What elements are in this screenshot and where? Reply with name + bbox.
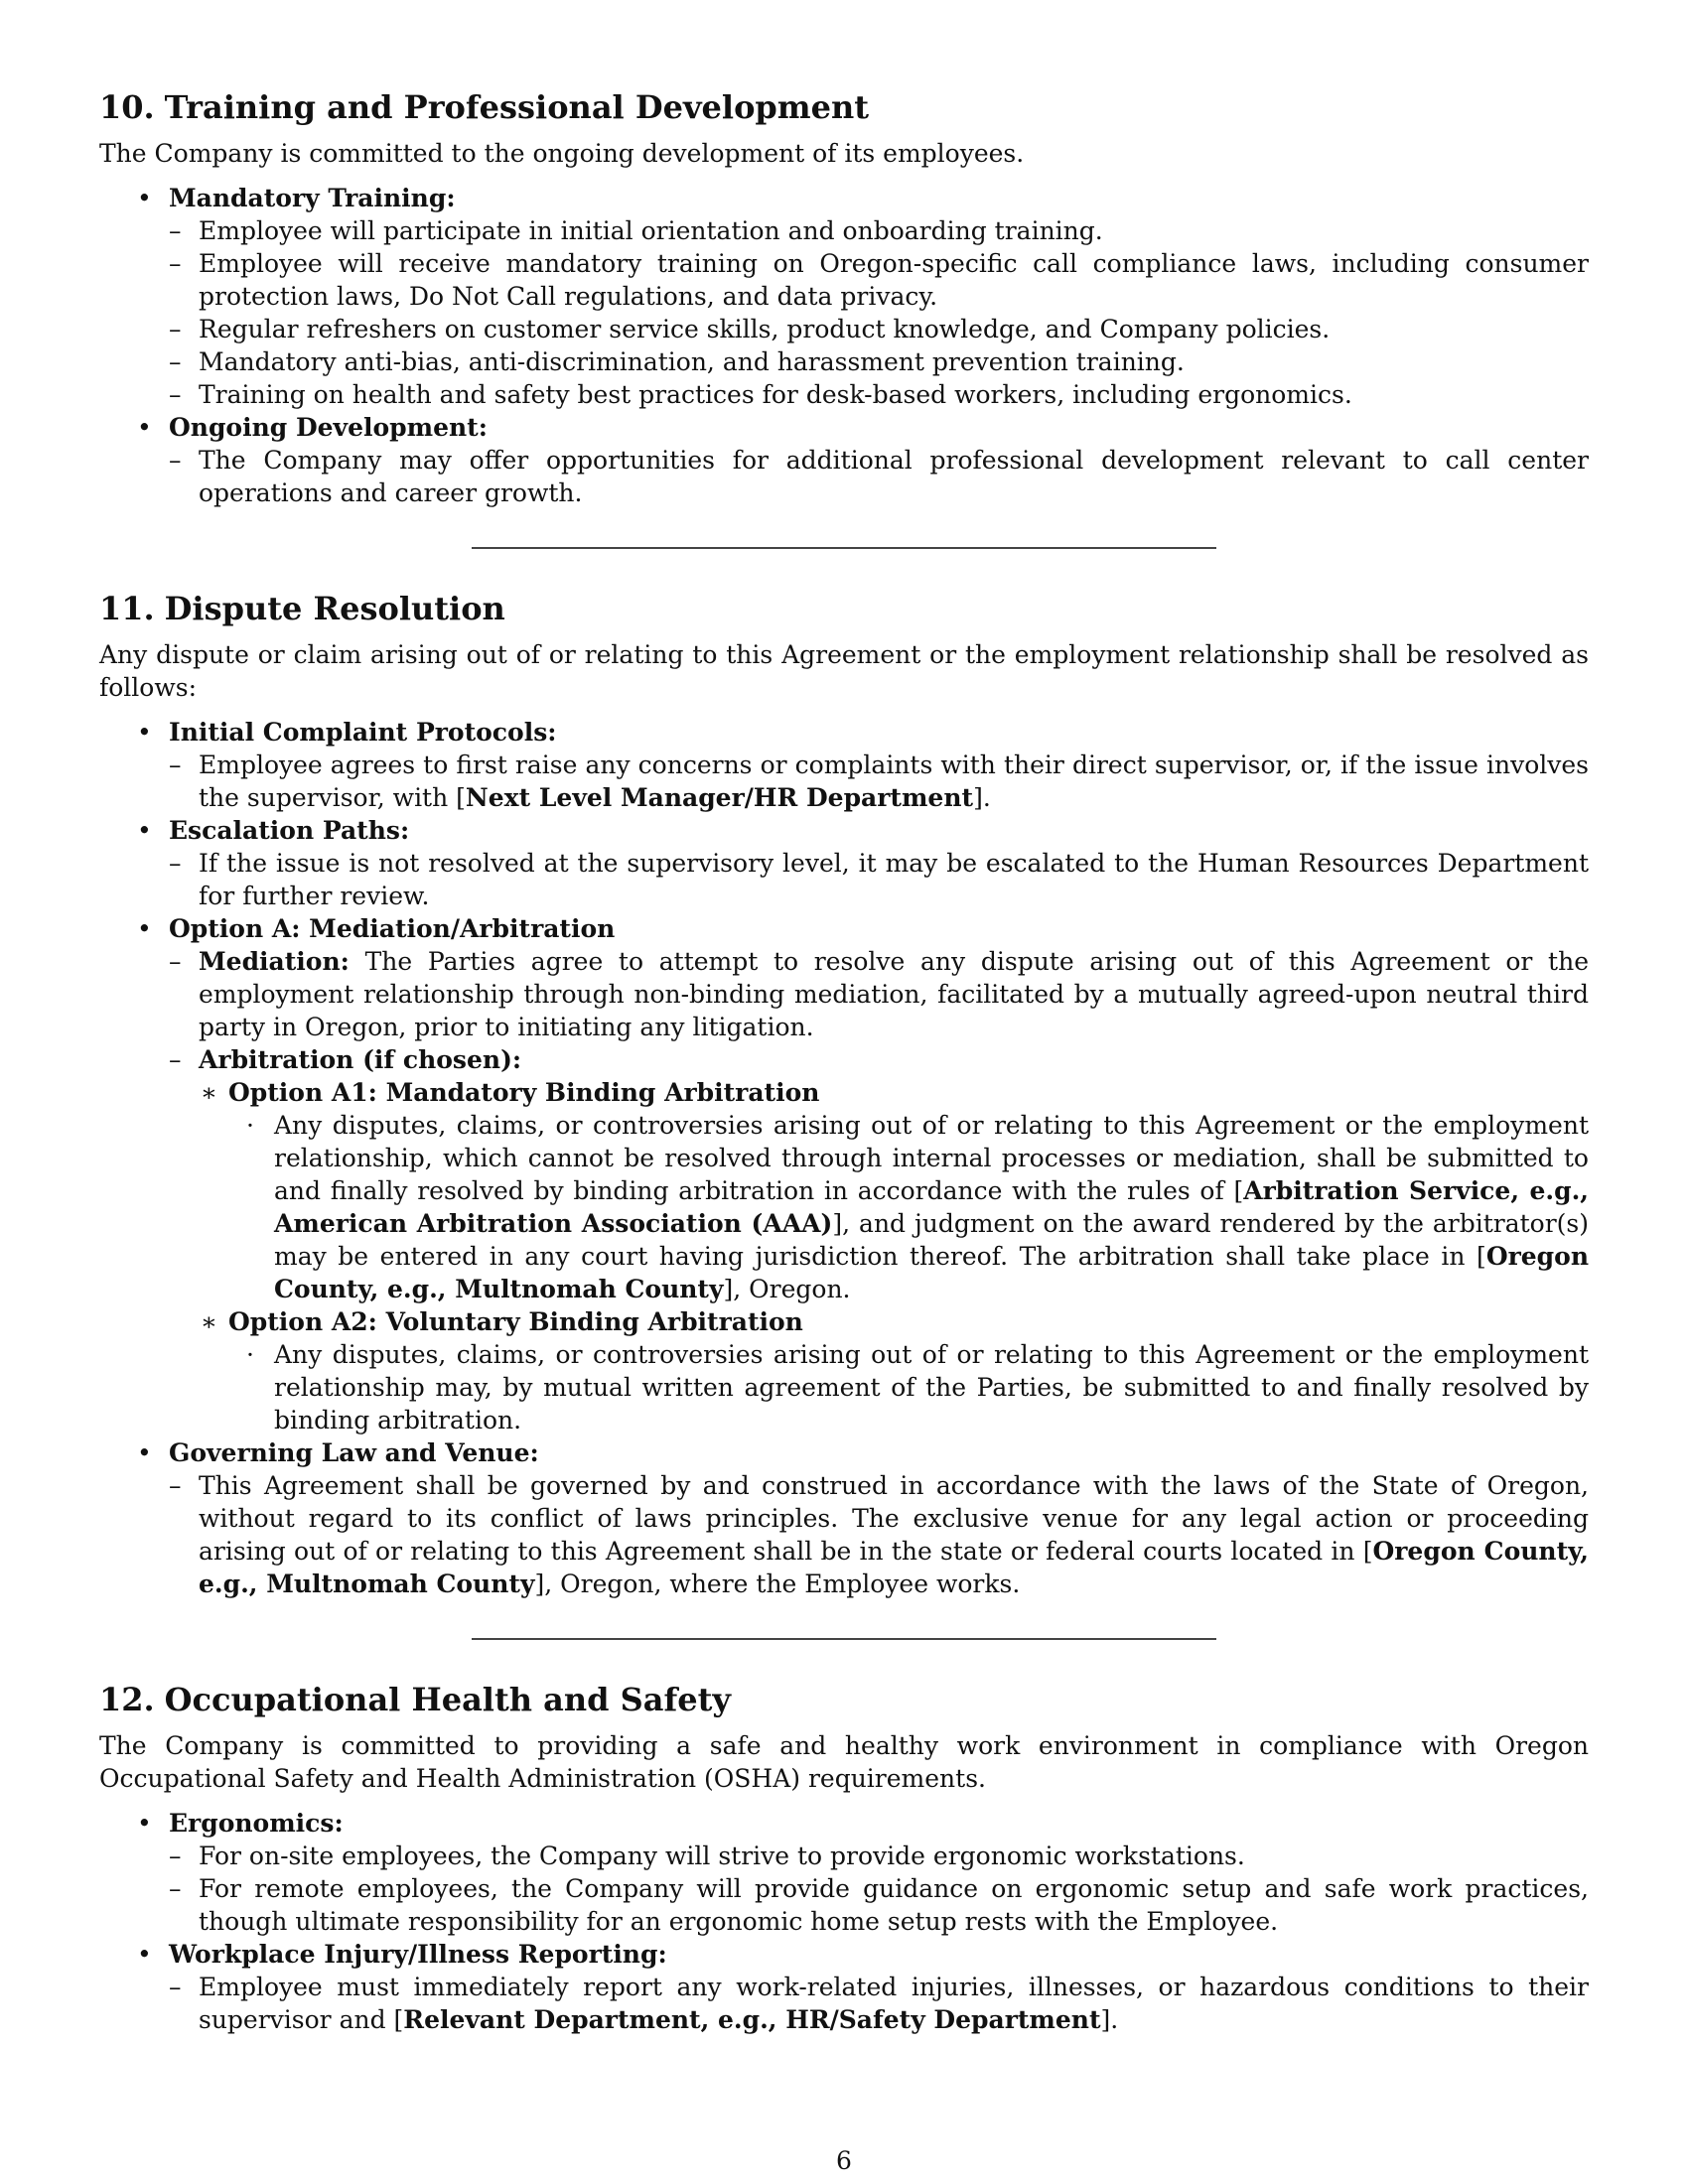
- list-item: – Training on health and safety best practices for desk-based workers, including ergonomics.: [169, 378, 1589, 411]
- sub-list: [169, 1469, 1589, 1600]
- item-label: Governing Law and Venue:: [169, 1438, 539, 1467]
- detail-list: [228, 1109, 1589, 1305]
- list-item: [99, 716, 1589, 814]
- list-item: – The Company may offer opportunities for additional professional development relevant to call center operations and career growth.: [169, 444, 1589, 509]
- section-heading: 11. Dispute Resolution: [99, 590, 505, 627]
- list-item: [99, 1807, 1589, 1938]
- sub-list: [169, 444, 1589, 509]
- sub-list: [169, 214, 1589, 411]
- bullet-list: [99, 716, 1589, 1600]
- sub-sub-list: [199, 1076, 1589, 1436]
- list-item: [99, 182, 1589, 411]
- list-item: – Arbitration (if chosen): ∗ Option A1: Mandatory Binding Arbitration · Any disputes, claims, or controversies arising out of or relating to this Agreement or the employment relationship, which cannot be resolved through internal processes or mediation, shall be submitted to and finally resolved by binding arbitration in accordance with the rules of [Arbitration Service, e.g., American Arbitration Association (AAA)], and judgment on the award rendered by the arbitrator(s) may be entered in any court having jurisdiction thereof. The arbitration shall take place in [Oregon County, e.g., Multnomah County], Oregon. ∗ Option A2: Voluntary Binding Arbitration · Any disputes, claims, or controversies arising out of or relating to this Agreement or the employment relationship may, by mutual written agreement of the Parties, be submitted to and finally resolved by binding arbitration.: [169, 1043, 1589, 1436]
- list-item: · Any disputes, claims, or controversies arising out of or relating to this Agreement or the employment relationship, which cannot be resolved through internal processes or mediation, shall be submitted to and finally resolved by binding arbitration in accordance with the rules of [Arbitration Service, e.g., American Arbitration Association (AAA)], and judgment on the award rendered by the arbitrator(s) may be entered in any court having jurisdiction thereof. The arbitration shall take place in [Oregon County, e.g., Multnomah County], Oregon.: [228, 1109, 1589, 1305]
- list-item: [99, 912, 1589, 1436]
- bullet-list: [99, 182, 1589, 509]
- list-item: · Any disputes, claims, or controversies arising out of or relating to this Agreement or the employment relationship may, by mutual written agreement of the Parties, be submitted to and finally resolved by binding arbitration.: [228, 1338, 1589, 1436]
- item-label: Escalation Paths:: [169, 816, 410, 845]
- sub-list: [169, 749, 1589, 814]
- item-label: Workplace Injury/Illness Reporting:: [169, 1940, 667, 1969]
- section-dispute-resolution: [99, 589, 1589, 1600]
- item-label: Mandatory Training:: [169, 184, 456, 212]
- list-item: – Mandatory anti-bias, anti-discrimination, and harassment prevention training.: [169, 345, 1589, 378]
- list-item: – Employee must immediately report any work-related injuries, illnesses, or hazardous conditions to their supervisor and [Relevant Department, e.g., HR/Safety Department].: [169, 1971, 1589, 2036]
- sub-list: [169, 1840, 1589, 1938]
- list-item: [99, 411, 1589, 509]
- item-label: Ongoing Development:: [169, 413, 488, 442]
- list-item: – For remote employees, the Company will provide guidance on ergonomic setup and safe work practices, though ultimate responsibility for an ergonomic home setup rests with the Employee.: [169, 1872, 1589, 1938]
- sub-list: [169, 847, 1589, 912]
- list-item: – Mediation: The Parties agree to attempt to resolve any dispute arising out of this Agreement or the employment relationship through non-binding mediation, facilitated by a mutually agreed-upon neutral third party in Oregon, prior to initiating any litigation.: [169, 945, 1589, 1043]
- list-item: – Regular refreshers on customer service skills, product knowledge, and Company policies.: [169, 313, 1589, 345]
- list-item: [99, 1938, 1589, 2036]
- section-training: [99, 87, 1589, 509]
- list-item: – If the issue is not resolved at the supervisory level, it may be escalated to the Human Resources Department for further review.: [169, 847, 1589, 912]
- section-intro: Any dispute or claim arising out of or relating to this Agreement or the employment relationship shall be resolved as follows:: [99, 640, 1589, 702]
- sub-list: [169, 945, 1589, 1436]
- item-label: Option A: Mediation/Arbitration: [169, 914, 616, 943]
- list-item: ∗ Option A1: Mandatory Binding Arbitration · Any disputes, claims, or controversies arising out of or relating to this Agreement or the employment relationship, which cannot be resolved through internal processes or mediation, shall be submitted to and finally resolved by binding arbitration in accordance with the rules of [Arbitration Service, e.g., American Arbitration Association (AAA)], and judgment on the award rendered by the arbitrator(s) may be entered in any court having jurisdiction thereof. The arbitration shall take place in [Oregon County, e.g., Multnomah County], Oregon.: [199, 1076, 1589, 1305]
- item-label: Initial Complaint Protocols:: [169, 718, 557, 747]
- list-item: – Employee will participate in initial orientation and onboarding training.: [169, 214, 1589, 247]
- section-divider: [472, 547, 1216, 549]
- list-item: ∗ Option A2: Voluntary Binding Arbitration · Any disputes, claims, or controversies arising out of or relating to this Agreement or the employment relationship may, by mutual written agreement of the Parties, be submitted to and finally resolved by binding arbitration.: [199, 1305, 1589, 1436]
- list-item: – Employee agrees to first raise any concerns or complaints with their direct supervisor, or, if the issue involves the supervisor, with [Next Level Manager/HR Department].: [169, 749, 1589, 814]
- section-divider: [472, 1638, 1216, 1640]
- document-page: [99, 87, 1589, 2036]
- section-health-safety: [99, 1680, 1589, 2036]
- detail-list: [228, 1338, 1589, 1436]
- section-heading: 12. Occupational Health and Safety: [99, 1681, 731, 1718]
- list-item: [99, 814, 1589, 912]
- section-intro: The Company is committed to the ongoing development of its employees.: [99, 139, 1025, 168]
- section-intro: The Company is committed to providing a safe and healthy work environment in compliance with Oregon Occupational Safety and Health Administration (OSHA) requirements.: [99, 1731, 1589, 1793]
- section-heading: 10. Training and Professional Development: [99, 88, 870, 126]
- sub-list: [169, 1971, 1589, 2036]
- list-item: – This Agreement shall be governed by and construed in accordance with the laws of the State of Oregon, without regard to its conflict of laws principles. The exclusive venue for any legal action or proceeding arising out of or relating to this Agreement shall be in the state or federal courts located in [Oregon County, e.g., Multnomah County], Oregon, where the Employee works.: [169, 1469, 1589, 1600]
- list-item: [99, 1436, 1589, 1600]
- item-label: Ergonomics:: [169, 1809, 344, 1838]
- page-number: 6: [836, 2146, 852, 2175]
- list-item: – For on-site employees, the Company will strive to provide ergonomic workstations.: [169, 1840, 1589, 1872]
- list-item: – Employee will receive mandatory training on Oregon-specific call compliance laws, including consumer protection laws, Do Not Call regulations, and data privacy.: [169, 247, 1589, 313]
- bullet-list: [99, 1807, 1589, 2036]
